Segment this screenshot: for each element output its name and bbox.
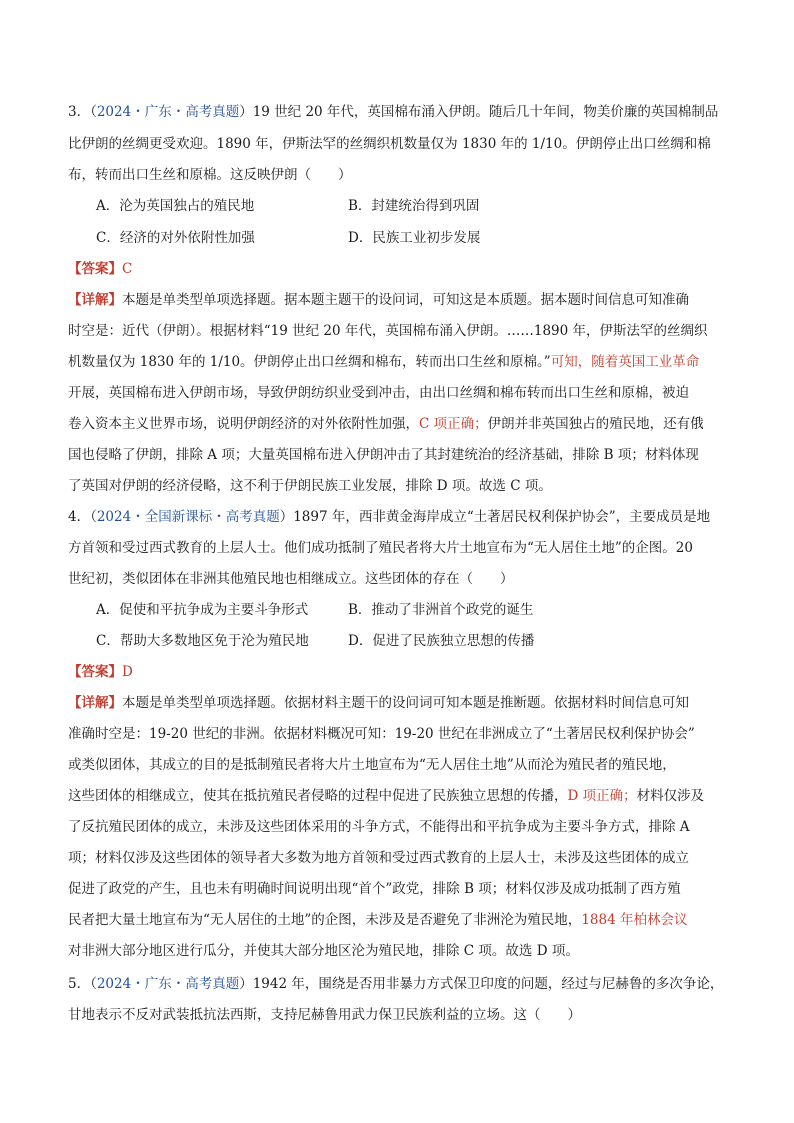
- question-3-detail-line-2: 时空是：近代（伊朗）。根据材料“19 世纪 20 年代，英国棉布涌入伊朗。……1890 年，伊斯法罕的丝绸织: [68, 323, 708, 339]
- question-3-detail-line-7: 了英国对伊朗的经济侵略，这不利于伊朗民族工业发展，排除 D 项。故选 C 项。: [68, 478, 552, 494]
- question-4-detail-line-1: 【详解】本题是单类型单项选择题。依据材料主题干的设问词可知本题是推断题。依据材料时间信息可知: [68, 695, 689, 711]
- question-3-stem-line-2: 比伊朗的丝绸更受欢迎。1890 年，伊斯法罕的丝绸织机数量仅为 1830 年的 1/10。伊朗停止出口丝绸和棉: [68, 136, 711, 152]
- question-5-stem-line-1: 5．（2024・广东・高考真题）1942 年，围绕是否用非暴力方式保卫印度的问题，经过与尼赫鲁的多次争论，: [68, 976, 724, 992]
- question-4-option-c: C．帮助大多数地区免于沦为殖民地: [96, 633, 309, 649]
- question-3-option-a: A．沦为英国独占的殖民地: [96, 198, 255, 214]
- question-4-option-a: A．促使和平抗争成为主要斗争形式: [96, 602, 309, 618]
- question-3-detail-line-6: 国也侵略了伊朗，排除 A 项；大量英国棉布进入伊朗冲击了其封建统治的经济基础，排除 B 项；材料体现: [68, 447, 699, 463]
- source-tag: 2024・广东・高考真题: [96, 104, 240, 120]
- question-4-detail-line-3: 或类似团体，其成立的目的是抵制殖民者将大片土地宣布为“无人居住土地”从而沦为殖民者的殖民地，: [68, 757, 676, 773]
- question-4-stem-line-3: 世纪初，类似团体在非洲其他殖民地也相继成立。这些团体的存在（ ）: [68, 571, 514, 587]
- question-4-detail-line-8: 民者把大量土地宣布为“无人居住的土地”的企图，未涉及是否避免了非洲沦为殖民地，1884 年柏林会议: [68, 912, 688, 928]
- question-4-option-b: B．推动了非洲首个政党的诞生: [348, 602, 534, 618]
- source-tag: 2024・广东・高考真题: [96, 976, 240, 992]
- question-4-stem-line-2: 方首领和受过西式教育的上层人士。他们成功抵制了殖民者将大片土地宣布为“无人居住土地”的企图。20: [68, 540, 693, 556]
- question-3-detail-line-4: 开展，英国棉布进入伊朗市场，导致伊朗纺织业受到冲击，由出口丝绸和棉布转而出口生丝和原棉，被迫: [68, 385, 689, 401]
- question-3-option-b: B．封建统治得到巩固: [348, 198, 480, 214]
- question-3-detail-line-3: 机数量仅为 1830 年的 1/10。伊朗停止出口丝绸和棉布，转而出口生丝和原棉。”可知，随着英国工业革命: [68, 354, 700, 370]
- question-3-detail-line-5: 卷入资本主义世界市场，说明伊朗经济的对外依附性加强，C 项正确；伊朗并非英国独占的殖民地，还有俄: [68, 416, 704, 432]
- question-4-detail-line-2: 准确时空是：19-20 世纪的非洲。依据材料概况可知：19-20 世纪在非洲成立了“土著居民权利保护协会”: [68, 726, 695, 742]
- question-3-option-d: D．民族工业初步发展: [348, 230, 481, 246]
- question-4-detail-line-5: 了反抗殖民团体的成立，未涉及这些团体采用的斗争方式，不能得出和平抗争成为主要斗争方式，排除 A: [68, 819, 690, 835]
- question-3-answer: 【答案】C: [68, 261, 133, 277]
- question-3-option-c: C．经济的对外依附性加强: [96, 230, 255, 246]
- question-3-stem-line-1: 3．（2024・广东・高考真题）19 世纪 20 年代，英国棉布涌入伊朗。随后几十年间，物美价廉的英国棉制品: [68, 104, 719, 120]
- source-tag: 2024・全国新课标・高考真题: [96, 509, 280, 525]
- question-4-detail-line-7: 促进了政党的产生，且也未有明确时间说明出现“首个”政党，排除 B 项；材料仅涉及成功抵制了西方殖: [68, 881, 681, 897]
- question-4-detail-line-6: 项；材料仅涉及这些团体的领导者大多数为地方首领和受过西式教育的上层人士，未涉及这些团体的成立: [68, 850, 689, 866]
- question-3-detail-line-1: 【详解】本题是单类型单项选择题。据本题主题干的设问词，可知这是本质题。据本题时间信息可知准确: [68, 292, 689, 308]
- question-5-stem-line-2: 甘地表示不反对武装抵抗法西斯，支持尼赫鲁用武力保卫民族利益的立场。这（ ）: [68, 1007, 581, 1023]
- question-4-detail-line-9: 对非洲大部分地区进行瓜分，并使其大部分地区沦为殖民地，排除 C 项。故选 D 项。: [68, 943, 579, 959]
- question-3-stem-line-3: 布，转而出口生丝和原棉。这反映伊朗（ ）: [68, 167, 352, 183]
- question-4-detail-line-4: 这些团体的相继成立，使其在抵抗殖民者侵略的过程中促进了民族独立思想的传播，D 项正确；材料仅涉及: [68, 788, 705, 804]
- question-4-answer: 【答案】D: [68, 664, 133, 680]
- question-4-option-d: D．促进了民族独立思想的传播: [348, 633, 535, 649]
- question-4-stem-line-1: 4．（2024・全国新课标・高考真题）1897 年，西非黄金海岸成立“土著居民权利保护协会”，主要成员是地: [68, 509, 711, 525]
